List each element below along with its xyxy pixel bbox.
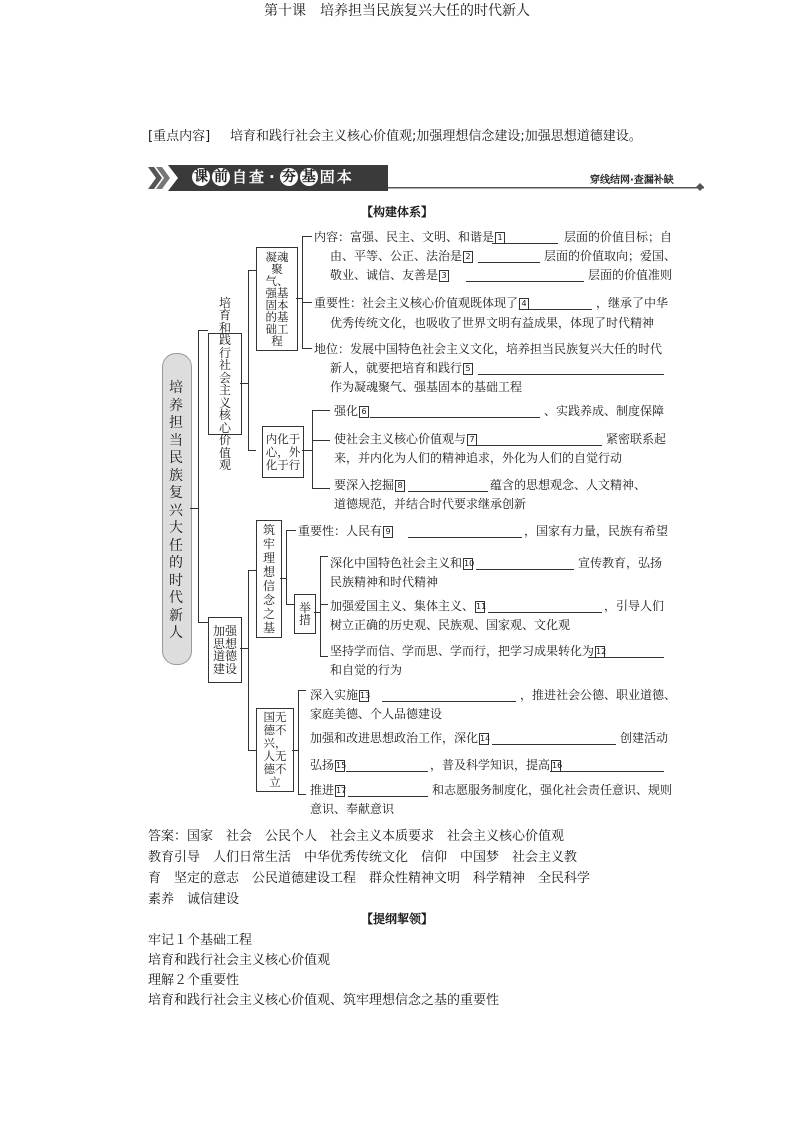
importance-line [298, 524, 394, 538]
connector [302, 302, 312, 303]
connector [190, 508, 198, 509]
connector [302, 348, 312, 349]
blank-number: 5 [463, 363, 473, 375]
connector [280, 578, 286, 579]
content-line [330, 268, 450, 282]
blank-5[interactable] [478, 362, 664, 375]
connector [240, 383, 248, 384]
text: 推进 [310, 783, 335, 797]
sub2-line [334, 478, 406, 492]
text: 地位：发展中国特色社会主义文化，培养担当民族复兴大任的时代 [314, 342, 663, 356]
blank-number: 16 [552, 760, 563, 770]
branch1-box [208, 295, 242, 472]
blank-8[interactable] [408, 479, 488, 492]
answers-line: 育 坚定的意志 公民道德建设工程 群众性精神文明 科学精神 全民科学 [148, 871, 591, 886]
measures-box [294, 594, 316, 634]
connector [312, 440, 330, 441]
blank-9[interactable] [408, 525, 522, 538]
blank-15[interactable] [346, 759, 428, 772]
blank-number: 12 [596, 646, 607, 656]
connector [248, 570, 256, 571]
branch1-sub1-box [256, 247, 298, 351]
root-label: 培养担当民族复兴大任的时代新人 [169, 380, 183, 641]
connector [198, 330, 199, 622]
banner-char: 本 [336, 168, 352, 186]
text: 深入实施 [310, 688, 359, 702]
branch1-sub1-label: 凝魂聚气、强基固本的基础工程 [265, 250, 289, 348]
sub2-line-b [430, 758, 562, 772]
sub2-line [310, 731, 490, 745]
measure-line [330, 556, 474, 570]
blank-10[interactable] [476, 557, 574, 570]
blank-14[interactable] [492, 732, 616, 745]
answers-text: 国家 社会 公民个人 社会主义本质要求 社会主义核心价值观 [187, 829, 565, 844]
connector [320, 556, 321, 656]
branch1-sub2-label: 内化于心，外化于行 [265, 431, 301, 472]
answers-line: 教育引导 人们日常生活 中华优秀传统文化 信仰 中国梦 社会主义教 [148, 850, 578, 865]
sub2-line [310, 758, 346, 772]
measure-line [330, 599, 486, 613]
importance-line [314, 296, 530, 310]
text: 弘扬 [310, 758, 335, 772]
sub2-line [334, 432, 478, 446]
banner-subtitle: 穿线结网·查漏补缺 [590, 175, 674, 186]
blank-number: 3 [439, 270, 449, 282]
branch2-sub2-label: 国无德不兴，人无德不立 [263, 710, 287, 789]
blank-2[interactable] [478, 250, 540, 263]
text: 深化中国特色社会主义和 [330, 556, 463, 570]
text: ，普及科学知识，提高 [430, 758, 551, 772]
text: 层面的价值取向；爱国、 [544, 249, 677, 263]
banner-char: · [269, 168, 275, 186]
connector [320, 656, 328, 657]
blank-number: 17 [336, 785, 347, 795]
connector [248, 270, 256, 271]
text: 由、平等、公正、法治是 [330, 249, 463, 263]
connector [298, 690, 306, 691]
text: ，引导人们 [604, 599, 665, 613]
text: 敬业、诚信、友善是 [330, 268, 439, 282]
connector [286, 530, 296, 531]
branch2-sub1-label: 筑牢理想信念之基 [262, 523, 275, 635]
connector [248, 270, 249, 450]
sub2-line [310, 783, 346, 797]
text: 家庭美德、个人品德建设 [310, 707, 443, 721]
blank-number: 13 [360, 690, 371, 700]
blank-7[interactable] [472, 433, 602, 446]
measure-line [330, 644, 606, 658]
branch2-box [208, 617, 242, 683]
build-heading: 【构建体系】 [360, 205, 433, 219]
text: 层面的价值准则 [588, 268, 673, 282]
banner-char: 课 [194, 169, 208, 185]
text: 民族精神和时代精神 [330, 575, 439, 589]
blank-number: 11 [476, 601, 487, 611]
connector [302, 450, 312, 451]
text: 加强爱国主义、集体主义、 [330, 599, 475, 613]
connector [312, 410, 313, 488]
connector [286, 530, 287, 604]
connector [314, 612, 320, 613]
text: 要深入挖掘 [334, 478, 395, 492]
blank-number: 15 [336, 760, 347, 770]
text: 、实践养成、制度保障 [544, 404, 665, 418]
answers-label: 答案： [148, 829, 188, 844]
text: 道德规范，并结合时代要求继承创新 [334, 497, 527, 511]
content-line [314, 230, 506, 244]
blank-number: 9 [383, 526, 393, 538]
text: 新人，就要把培育和践行 [330, 361, 463, 375]
text: 作为凝魂聚气、强基固本的基础工程 [330, 380, 523, 394]
text: 层面的价值目标；自 [564, 230, 673, 244]
answers-line: 素养 诚信建设 [148, 892, 240, 907]
connector [302, 236, 303, 348]
status-line [330, 361, 474, 375]
text: ，国家有力量，民族有希望 [524, 524, 669, 538]
connector [248, 450, 256, 451]
text: 内容：富强、民主、文明、和谐是 [314, 230, 495, 244]
blank-number: 1 [495, 232, 505, 244]
blank-number: 14 [480, 733, 491, 743]
blank-number: 4 [519, 298, 529, 310]
branch2-sub1-box [256, 520, 282, 638]
key-content-text: 培育和践行社会主义核心价值观;加强理想信念建设;加强思想道德建设。 [230, 129, 642, 144]
blank-17[interactable] [348, 784, 428, 797]
text: 优秀传统文化，也吸收了世界文明有益成果，体现了时代精神 [330, 316, 655, 330]
blank-6[interactable] [370, 405, 540, 418]
blank-number: 6 [359, 406, 369, 418]
text: 宣传教育，弘扬 [578, 556, 663, 570]
branch2-sub2-box [256, 708, 294, 792]
blank-4[interactable] [526, 297, 592, 310]
blank-12[interactable] [588, 645, 664, 658]
blank-number: 2 [463, 251, 473, 263]
text: 重要性：人民有 [298, 524, 383, 538]
text: ，推进社会公德、职业道德、 [520, 688, 677, 702]
connector [320, 604, 328, 605]
connector [320, 556, 328, 557]
text: 和自觉的行为 [330, 663, 403, 677]
text: 蕴含的思想观念、人文精神、 [490, 478, 647, 492]
blank-3[interactable] [466, 269, 584, 282]
banner-char: 前 [214, 169, 228, 185]
banner-char: 基 [301, 169, 316, 185]
text: 来，并内化为人们的精神追求，外化为人们的自觉行动 [334, 451, 623, 465]
connector [298, 690, 299, 794]
connector [198, 330, 208, 331]
connector [248, 750, 256, 751]
text: 意识、奉献意识 [310, 802, 395, 816]
connector [286, 604, 294, 605]
branch1-label: 培育和践行社会主义核心价值观 [218, 295, 231, 472]
connector [302, 236, 312, 237]
content-line [330, 249, 474, 263]
connector [292, 750, 298, 751]
banner-char: 查 [249, 168, 265, 186]
lesson-title: 第十课 培养担当民族复兴大任的时代新人 [264, 3, 530, 19]
outline-heading: 【提纲挈领】 [360, 912, 433, 926]
outline-heading-1: 牢记１个基础工程 [148, 933, 253, 948]
text: 强化 [334, 404, 359, 418]
blank-11[interactable] [488, 600, 602, 613]
branch1-sub2-box [262, 426, 304, 478]
sub2-line [334, 404, 370, 418]
blank-1[interactable] [492, 231, 558, 244]
connector [248, 570, 249, 750]
text: ，继承了中华 [596, 296, 669, 310]
blank-13[interactable] [382, 689, 516, 702]
text: 树立正确的历史观、民族观、国家观、文化观 [330, 618, 571, 632]
text: 坚持学而信、学而思、学而行，把学习成果转化为 [330, 644, 595, 658]
branch2-label: 加强思想道德建设 [212, 624, 237, 676]
blank-16[interactable] [550, 759, 664, 772]
blank-number: 8 [395, 480, 405, 492]
measures-label: 举措 [298, 600, 311, 627]
text: 重要性：社会主义核心价值观既体现了 [314, 296, 519, 310]
connector [312, 410, 330, 411]
text: 创建活动 [620, 731, 669, 745]
outline-text-2: 培育和践行社会主义核心价值观、筑牢理想信念之基的重要性 [148, 993, 500, 1008]
text: 紧密联系起 [606, 432, 667, 446]
connector [296, 298, 302, 299]
banner-char: 夯 [281, 169, 296, 185]
banner-char: 固 [319, 168, 335, 186]
connector [240, 648, 248, 649]
key-content-label: [重点内容] [148, 129, 211, 144]
connector [198, 622, 208, 623]
connector [312, 488, 330, 489]
blank-number: 10 [464, 558, 475, 568]
text: 加强和改进思想政治工作，深化 [310, 731, 479, 745]
sub2-line [310, 688, 370, 702]
blank-number: 7 [467, 434, 477, 446]
text: 和志愿服务制度化，强化社会责任意识、规则 [432, 783, 673, 797]
answers-line [148, 826, 564, 847]
connector [298, 794, 306, 795]
outline-heading-2: 理解２个重要性 [148, 973, 240, 988]
outline-text-1: 培育和践行社会主义核心价值观 [148, 953, 331, 968]
text: 使社会主义核心价值观与 [334, 432, 467, 446]
banner-char: 自 [232, 168, 248, 186]
